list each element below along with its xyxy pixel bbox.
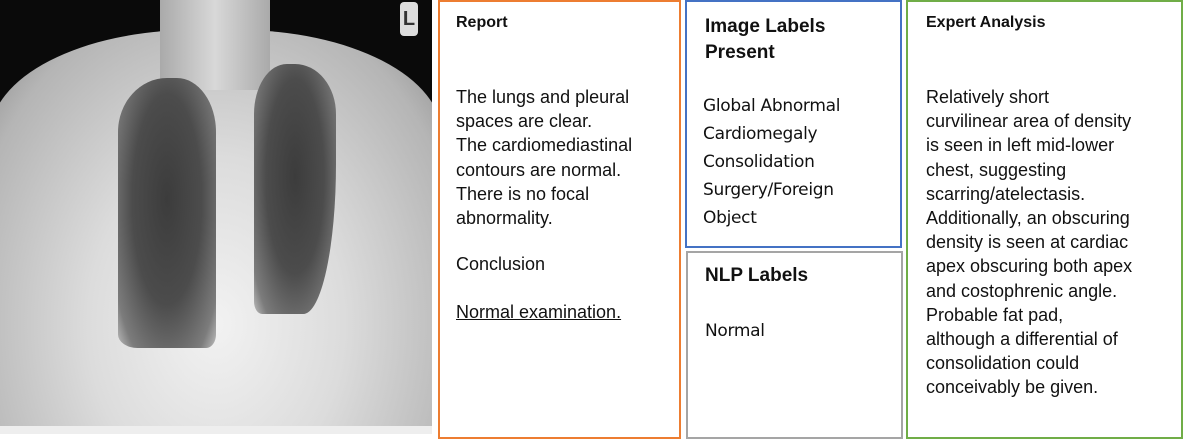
conclusion-value: Normal examination.	[456, 302, 622, 322]
conclusion-text	[456, 300, 621, 324]
label-item: Global Abnormal	[703, 96, 841, 116]
title-line: Present	[705, 42, 775, 63]
nlp-labels-box	[686, 251, 903, 439]
expert-analysis-text	[926, 85, 1132, 400]
nlp-labels-title: NLP Labels	[705, 265, 809, 286]
expert-analysis-box	[906, 0, 1183, 439]
expert-line: although a differential of	[926, 329, 1118, 350]
expert-line: and costophrenic angle.	[926, 280, 1118, 301]
report-line: abnormality.	[456, 208, 553, 229]
expert-line: consolidation could	[926, 353, 1080, 374]
report-line: The lungs and pleural	[456, 87, 630, 107]
title-line: Image Labels	[705, 16, 826, 37]
expert-line: chest, suggesting	[926, 159, 1067, 180]
chest-xray-image	[0, 0, 432, 434]
report-box	[438, 0, 681, 439]
expert-line: Probable fat pad,	[926, 304, 1064, 325]
xray-bottom-strip	[0, 426, 432, 434]
label-item: Object	[703, 208, 757, 228]
expert-line: scarring/atelectasis.	[926, 183, 1086, 204]
nlp-label-item: Normal	[705, 321, 765, 341]
image-labels-list	[703, 92, 840, 232]
xray-left-lung	[254, 64, 336, 314]
expert-line: Relatively short	[926, 87, 1050, 107]
expert-line: apex obscuring both apex	[926, 256, 1133, 277]
report-line: The cardiomediastinal	[456, 135, 633, 156]
report-line: contours are normal.	[456, 159, 622, 180]
image-labels-title	[705, 14, 825, 66]
label-item: Surgery/Foreign	[703, 180, 834, 200]
expert-line: density is seen at cardiac	[926, 232, 1129, 253]
expert-line: curvilinear area of density	[926, 111, 1132, 132]
xray-torso	[0, 30, 432, 434]
side-marker: L	[400, 2, 418, 36]
expert-line: Additionally, an obscuring	[926, 208, 1130, 229]
expert-line: conceivably be given.	[926, 377, 1099, 398]
report-line: spaces are clear.	[456, 111, 593, 132]
xray-right-lung	[118, 78, 216, 348]
report-title: Report	[456, 14, 508, 31]
expert-analysis-title: Expert Analysis	[926, 14, 1046, 31]
label-item: Consolidation	[703, 152, 815, 172]
xray-neck	[160, 0, 270, 90]
report-findings	[456, 85, 632, 230]
expert-line: is seen in left mid-lower	[926, 135, 1115, 156]
report-line: There is no focal	[456, 183, 590, 204]
label-item: Cardiomegaly	[703, 124, 818, 144]
image-labels-box	[685, 0, 902, 248]
conclusion-heading: Conclusion	[456, 254, 546, 274]
